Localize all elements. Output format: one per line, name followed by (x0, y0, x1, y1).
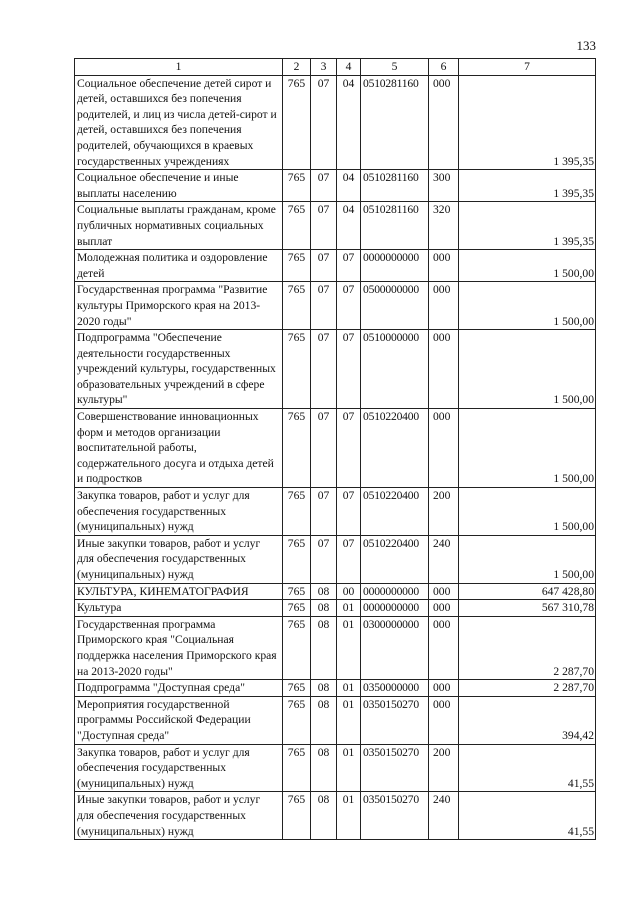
row-amount: 1 500,00 (459, 282, 596, 330)
table-row (75, 170, 596, 202)
row-code-3: 08 (311, 696, 337, 744)
row-amount: 1 500,00 (459, 409, 596, 488)
row-code-6: 000 (429, 75, 459, 170)
header-cell: 1 (75, 59, 283, 76)
row-code-3: 07 (311, 409, 337, 488)
row-code-2: 765 (283, 170, 311, 202)
row-code-4: 01 (337, 792, 361, 840)
page-number: 133 (576, 38, 596, 53)
table-row (75, 583, 596, 600)
row-code-5: 0510281160 (361, 75, 429, 170)
table-row (75, 488, 596, 536)
table-row (75, 696, 596, 744)
row-description: Закупка товаров, работ и услуг для обеспечения государственных (муниципальных) нужд (75, 744, 283, 792)
row-code-4: 04 (337, 75, 361, 170)
row-code-3: 08 (311, 583, 337, 600)
row-description: Социальные выплаты гражданам, кроме публичных нормативных социальных выплат (75, 202, 283, 250)
row-description: Государственная программа "Развитие культуры Приморского края на 2013-2020 годы" (75, 282, 283, 330)
header-cell: 4 (337, 59, 361, 76)
row-code-2: 765 (283, 696, 311, 744)
row-amount: 2 287,70 (459, 616, 596, 679)
row-code-2: 765 (283, 616, 311, 679)
row-code-2: 765 (283, 535, 311, 583)
row-code-4: 07 (337, 250, 361, 282)
row-code-3: 07 (311, 282, 337, 330)
row-amount: 1 500,00 (459, 488, 596, 536)
header-cell: 7 (459, 59, 596, 76)
row-description: Подпрограмма "Обеспечение деятельности государственных учреждений культуры, государственных образовательных учреждений в сфере культуры" (75, 330, 283, 409)
row-code-5: 0510000000 (361, 330, 429, 409)
row-code-4: 07 (337, 330, 361, 409)
table-row (75, 409, 596, 488)
row-code-4: 07 (337, 488, 361, 536)
row-code-5: 0350150270 (361, 744, 429, 792)
row-code-6: 000 (429, 616, 459, 679)
row-code-3: 07 (311, 202, 337, 250)
row-code-3: 08 (311, 616, 337, 679)
row-code-2: 765 (283, 75, 311, 170)
row-description: Культура (75, 600, 283, 617)
table-row (75, 600, 596, 617)
row-description: Мероприятия государственной программы Российской Федерации "Доступная среда" (75, 696, 283, 744)
row-code-4: 07 (337, 282, 361, 330)
row-code-3: 07 (311, 170, 337, 202)
table-row (75, 202, 596, 250)
row-code-6: 000 (429, 250, 459, 282)
row-code-5: 0510220400 (361, 488, 429, 536)
header-cell: 3 (311, 59, 337, 76)
row-code-6: 240 (429, 535, 459, 583)
row-code-2: 765 (283, 409, 311, 488)
row-code-3: 07 (311, 330, 337, 409)
row-code-5: 0510281160 (361, 170, 429, 202)
row-amount: 647 428,80 (459, 583, 596, 600)
row-code-2: 765 (283, 792, 311, 840)
table-header-row (75, 59, 596, 76)
table-row (75, 75, 596, 170)
row-code-2: 765 (283, 680, 311, 697)
row-code-2: 765 (283, 488, 311, 536)
row-code-3: 07 (311, 250, 337, 282)
header-cell: 2 (283, 59, 311, 76)
row-code-2: 765 (283, 202, 311, 250)
row-code-3: 08 (311, 680, 337, 697)
row-code-6: 000 (429, 696, 459, 744)
row-amount: 41,55 (459, 792, 596, 840)
row-amount: 1 395,35 (459, 170, 596, 202)
row-code-5: 0000000000 (361, 583, 429, 600)
row-code-6: 000 (429, 409, 459, 488)
row-description: Иные закупки товаров, работ и услуг для обеспечения государственных (муниципальных) нужд (75, 792, 283, 840)
row-code-4: 00 (337, 583, 361, 600)
row-code-3: 08 (311, 600, 337, 617)
row-description: КУЛЬТУРА, КИНЕМАТОГРАФИЯ (75, 583, 283, 600)
row-amount: 2 287,70 (459, 680, 596, 697)
row-code-6: 320 (429, 202, 459, 250)
table-row (75, 535, 596, 583)
table-row (75, 616, 596, 679)
row-code-5: 0510220400 (361, 409, 429, 488)
table-row (75, 282, 596, 330)
row-code-6: 000 (429, 282, 459, 330)
row-amount: 1 500,00 (459, 330, 596, 409)
budget-table (74, 58, 596, 840)
row-code-6: 300 (429, 170, 459, 202)
row-description: Государственная программа Приморского края "Социальная поддержка населения Приморского края на 2013-2020 годы" (75, 616, 283, 679)
table-row (75, 680, 596, 697)
table-row (75, 250, 596, 282)
row-amount: 1 395,35 (459, 202, 596, 250)
row-code-3: 07 (311, 488, 337, 536)
row-code-5: 0350000000 (361, 680, 429, 697)
row-code-5: 0300000000 (361, 616, 429, 679)
row-code-2: 765 (283, 282, 311, 330)
row-code-3: 07 (311, 75, 337, 170)
row-description: Подпрограмма "Доступная среда" (75, 680, 283, 697)
row-description: Иные закупки товаров, работ и услуг для обеспечения государственных (муниципальных) нужд (75, 535, 283, 583)
row-code-4: 01 (337, 616, 361, 679)
row-code-4: 01 (337, 696, 361, 744)
row-code-3: 07 (311, 535, 337, 583)
row-description: Социальное обеспечение детей сирот и детей, оставшихся без попечения родителей, и лиц из числа детей-сирот и детей, оставшихся без попечения родителей, обучающихся в краевых государственных учреждениях (75, 75, 283, 170)
row-code-5: 0350150270 (361, 696, 429, 744)
row-code-4: 07 (337, 409, 361, 488)
row-code-6: 000 (429, 600, 459, 617)
row-code-3: 08 (311, 744, 337, 792)
row-code-2: 765 (283, 600, 311, 617)
row-code-4: 07 (337, 535, 361, 583)
row-code-2: 765 (283, 330, 311, 409)
row-code-5: 0510281160 (361, 202, 429, 250)
row-code-6: 000 (429, 583, 459, 600)
row-code-6: 000 (429, 680, 459, 697)
row-code-6: 200 (429, 744, 459, 792)
row-code-4: 01 (337, 600, 361, 617)
row-amount: 41,55 (459, 744, 596, 792)
row-amount: 567 310,78 (459, 600, 596, 617)
row-code-5: 0500000000 (361, 282, 429, 330)
row-amount: 1 500,00 (459, 250, 596, 282)
row-description: Социальное обеспечение и иные выплаты населению (75, 170, 283, 202)
row-code-3: 08 (311, 792, 337, 840)
row-description: Совершенствование инновационных форм и методов организации воспитательной работы, содержательного досуга и отдыха детей и подростков (75, 409, 283, 488)
row-amount: 1 395,35 (459, 75, 596, 170)
row-code-4: 01 (337, 744, 361, 792)
row-code-6: 200 (429, 488, 459, 536)
row-amount: 1 500,00 (459, 535, 596, 583)
row-amount: 394,42 (459, 696, 596, 744)
row-description: Закупка товаров, работ и услуг для обеспечения государственных (муниципальных) нужд (75, 488, 283, 536)
table-row (75, 792, 596, 840)
row-code-5: 0000000000 (361, 250, 429, 282)
row-code-4: 01 (337, 680, 361, 697)
row-code-6: 000 (429, 330, 459, 409)
row-code-4: 04 (337, 170, 361, 202)
row-code-5: 0350150270 (361, 792, 429, 840)
row-code-2: 765 (283, 250, 311, 282)
row-code-5: 0510220400 (361, 535, 429, 583)
table-row (75, 330, 596, 409)
row-code-2: 765 (283, 583, 311, 600)
row-code-4: 04 (337, 202, 361, 250)
header-cell: 6 (429, 59, 459, 76)
row-description: Молодежная политика и оздоровление детей (75, 250, 283, 282)
row-code-6: 240 (429, 792, 459, 840)
row-code-2: 765 (283, 744, 311, 792)
header-cell: 5 (361, 59, 429, 76)
row-code-5: 0000000000 (361, 600, 429, 617)
table-row (75, 744, 596, 792)
